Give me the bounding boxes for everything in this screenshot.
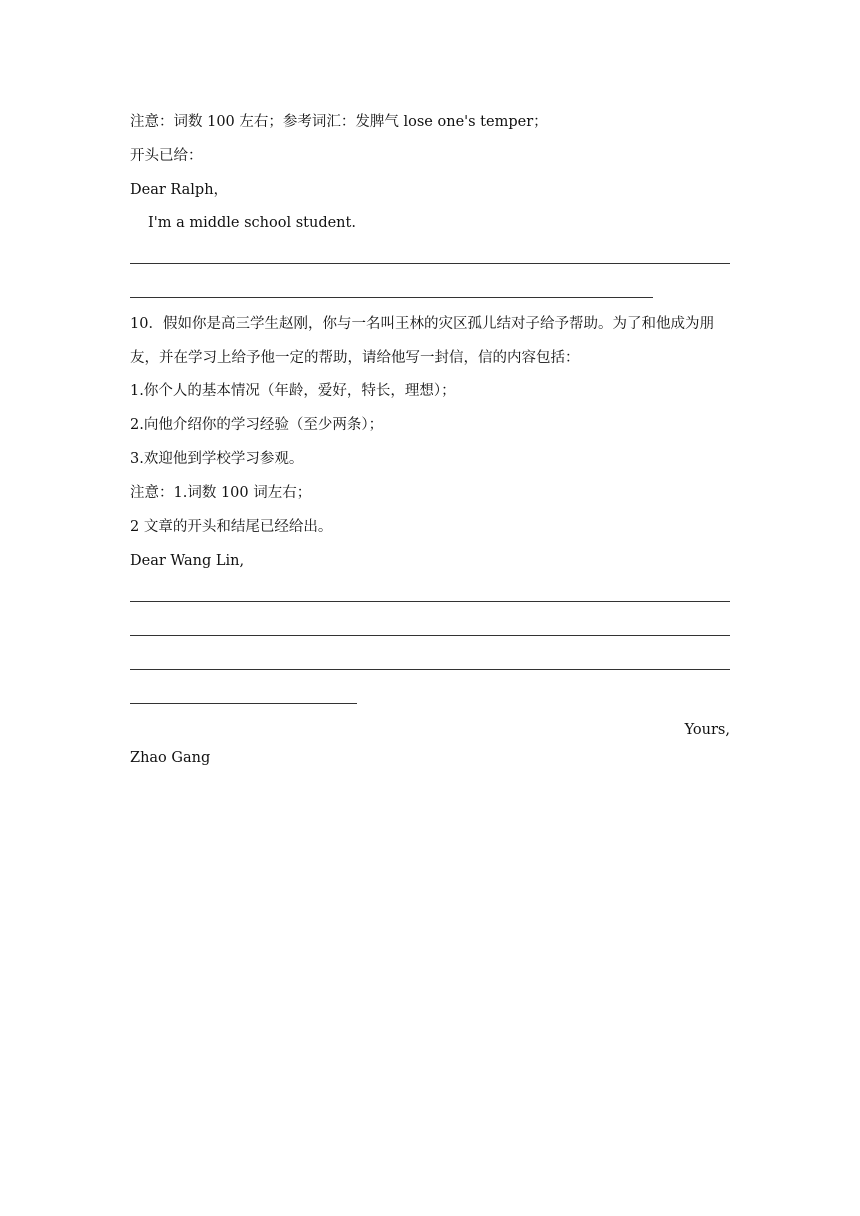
writing-line bbox=[130, 297, 653, 298]
writing-line bbox=[130, 703, 357, 704]
question-10-line-2: 友，并在学习上给予他一定的帮助，请给他写一封信，信的内容包括： bbox=[130, 350, 580, 366]
content-point-2: 2.向他介绍你的学习经验（至少两条）； bbox=[130, 417, 384, 433]
note-opening-ending: 2 文章的开头和结尾已经给出。 bbox=[130, 519, 333, 535]
content-point-1: 1.你个人的基本情况（年龄，爱好，特长，理想）； bbox=[130, 383, 456, 399]
writing-line bbox=[130, 263, 730, 264]
word-count-note: 注意：词数 100 左右；参考词汇：发脾气 lose one's temper； bbox=[130, 114, 548, 130]
writing-line bbox=[130, 635, 730, 636]
writing-line bbox=[130, 669, 730, 670]
opening-given-label: 开头已给： bbox=[130, 148, 203, 164]
letter-signature: Zhao Gang bbox=[130, 750, 211, 766]
note-word-count: 注意：1.词数 100 词左右； bbox=[130, 485, 312, 501]
content-point-3: 3.欢迎他到学校学习参观。 bbox=[130, 451, 304, 467]
letter-closing: Yours, bbox=[684, 722, 730, 738]
letter-first-sentence: I'm a middle school student. bbox=[148, 215, 356, 231]
question-10-line-1: 10．假如你是高三学生赵刚，你与一名叫王林的灾区孤儿结对子给予帮助。为了和他成为朋 bbox=[130, 316, 714, 332]
letter-salutation-ralph: Dear Ralph， bbox=[130, 182, 229, 198]
writing-line bbox=[130, 601, 730, 602]
letter-salutation-wang-lin: Dear Wang Lin, bbox=[130, 553, 245, 569]
